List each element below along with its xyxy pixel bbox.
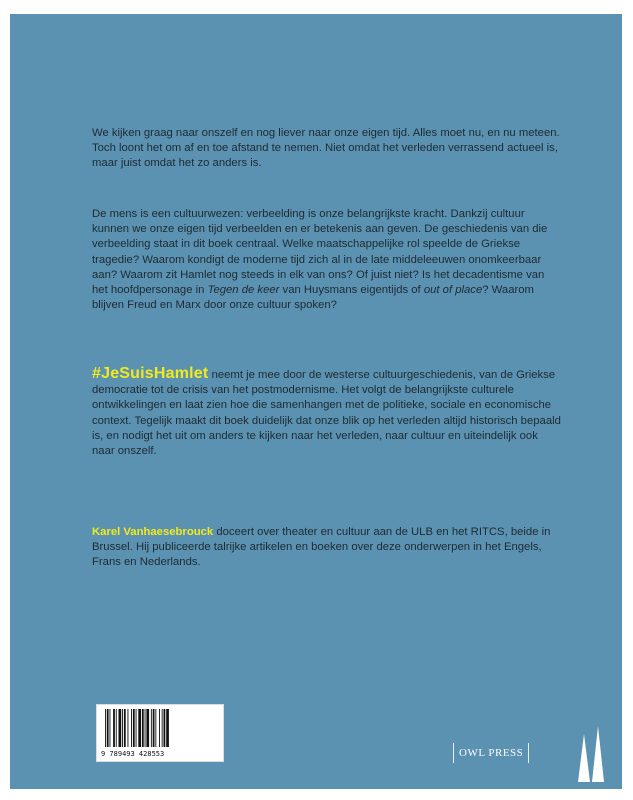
isbn-number: 9 789493 428553 (101, 750, 165, 758)
book-title-tegen-de-keer: Tegen de keer (207, 284, 280, 297)
book-back-cover (10, 14, 622, 789)
questions-paragraph (92, 207, 562, 313)
author-name: Karel Vanhaesebrouck (92, 526, 214, 538)
intro-paragraph (92, 126, 562, 172)
publisher-imprint: OWL PRESS (453, 743, 529, 763)
book-summary-paragraph (92, 366, 562, 459)
book-summary-text: neemt je mee door de westerse cultuurgeschiedenis, van de Griekse democratie tot de crisis van het postmodernisme. Het volgt de belangrijkste culturele ontwikkelingen en laat zien hoe die samenhangen met de politieke, sociale en economische context. Tegelijk maakt dit boek duidelijk dat onze blik op het verleden altijd historisch bepaald is, en nodigt het uit om anders te kijken naar het verleden, naar cultuur en uiteindelijk ook naar onszelf. (92, 369, 561, 458)
isbn-barcode (96, 704, 224, 762)
questions-text-c: ? Waarom blijven Freud en Marx door onze cultuur spoken? (92, 284, 534, 312)
intro-text: We kijken graag naar onszelf en nog liever naar onze eigen tijd. Alles moet nu, en nu meteen. Toch loont het om af en toe afstand te nemen. Niet omdat het verleden verrassend actueel is, maar juist omdat het zo anders is. (92, 127, 560, 170)
author-bio-text: doceert over theater en cultuur aan de ULB en het RITCS, beide in Brussel. Hij publiceerde talrijke artikelen en boeken over deze onderwerpen in het Engels, Frans en Nederlands. (92, 526, 551, 569)
barcode-bars (105, 709, 215, 747)
questions-text-b: van Huysmans eigentijds of (279, 284, 424, 297)
publisher-logo (570, 726, 614, 782)
questions-text-a: De mens is een cultuurwezen: verbeelding is onze belangrijkste kracht. Dankzij cultuur kunnen we onze eigen tijd verbeelden en er betekenis aan geven. De geschiedenis van die verbeelding staat in dit boek centraal. Welke maatschappelijke rol speelde de Griekse tragedie? Waarom kondigt de moderne tijd zich al in de late middeleeuwen onomkeerbaar aan? Waarom zit Hamlet nog steeds in elk van ons? Of juist niet? Is het decadentisme van het hoofdpersonage in (92, 208, 548, 297)
author-bio-paragraph (92, 525, 562, 571)
book-title-highlight: #JeSuisHamlet (92, 365, 209, 382)
phrase-out-of-place: out of place (423, 284, 483, 297)
